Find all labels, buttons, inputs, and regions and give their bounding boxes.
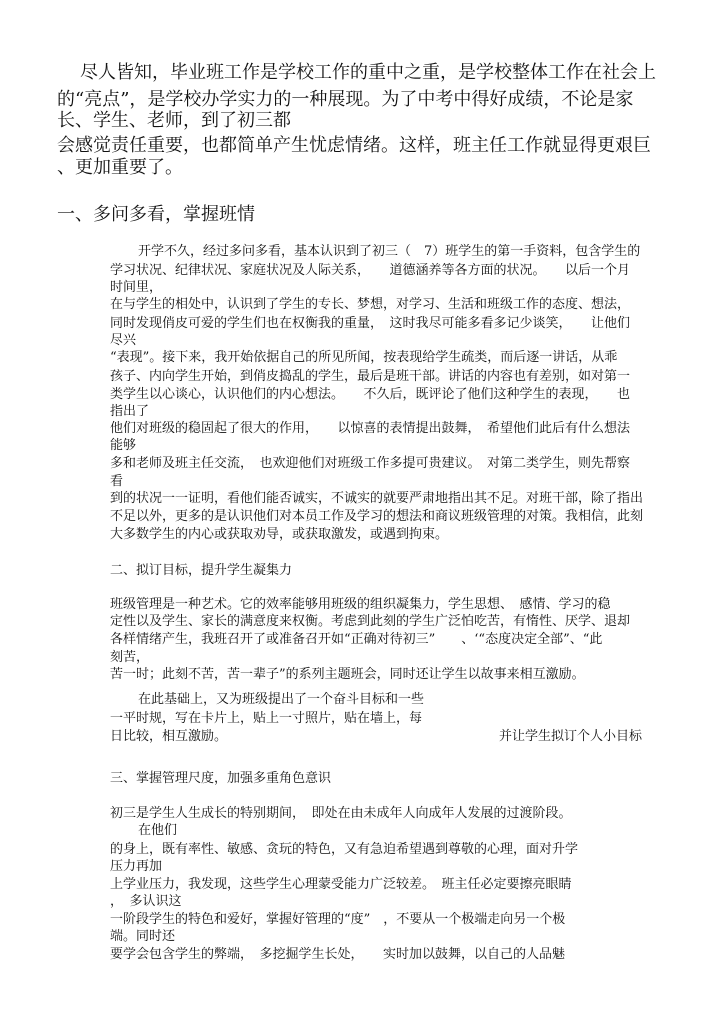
section1-line: 开学不久，经过多问多看，基本认识到了初三（ 7）班学生的第一手资料，包含学生的 — [138, 244, 641, 259]
section1-line: 看 — [110, 474, 124, 489]
section1-line: 指出了 — [110, 404, 150, 419]
section2-line: 各样情绪产生，我班召开了或准备召开如“正确对待初三” 、‘“态度决定全部”、“此 — [110, 632, 603, 647]
section3-line: 的身上，既有率性、敏感、贪玩的特色，又有急迫希望遇到尊敬的心理，面对升学 — [110, 842, 579, 857]
section1-line: 到的状况一一证明，看他们能否诚实，不诚实的就要严肃地指出其不足。对班干部，除了指出 — [110, 491, 644, 506]
section3-line: 端。同时还 — [110, 929, 176, 944]
section2-heading: 二、拟订目标，提升学生凝集力 — [110, 563, 293, 578]
section3-heading: 三、掌握管理尺度，加强多重角色意识 — [110, 771, 332, 786]
section3-line: 压力再加 — [110, 859, 163, 874]
section2-line: 刻苦， — [110, 650, 150, 665]
section2-line: 在此基础上，又为班级提出了一个奋斗目标和一些 — [138, 692, 425, 707]
section1-line: 同时发现俏皮可爱的学生们也在权衡我的重量， 这时我尽可能多看多记少谈笑， 让他们 — [110, 316, 631, 331]
section1-line: 大多数学生的内心或获取劝导，或获取激发，或遇到拘束。 — [110, 527, 449, 542]
intro-line-3: 长、学生、老师，到了初三都 — [57, 110, 291, 131]
section3-line: 在他们 — [138, 823, 178, 838]
section1-line: 尽兴 — [110, 333, 137, 348]
section1-line: 孩子、内向学生开始，到俏皮捣乱的学生，最后是班干部。讲话的内容也有差别，如对第一 — [110, 369, 631, 384]
section1-line: 多和老师及班主任交流， 也欢迎他们对班级工作多提可贵建议。 对第二类学生，则先帮察 — [110, 456, 631, 471]
section1-line: “表现”。接下来，我开始依据自己的所见所闻，按表现给学生疏类，而后逐一讲话，从乖 — [110, 350, 618, 365]
section3-line: 初三是学生人生成长的特别期间， 即处在由未成年人向成年人发展的过渡阶段。 — [110, 806, 572, 821]
section3-line: 上学业压力，我发现，这些学生心理蒙受能力广泛较差。 班主任必定要擦亮眼睛 — [110, 877, 572, 892]
section1-line: 能够 — [110, 438, 137, 453]
section1-line: 时间里， — [110, 280, 163, 295]
section2-line: 苦一时；此刻不苦，苦一辈子”的系列主题班会，同时还让学生以故事来相互激励。 — [110, 667, 585, 682]
intro-line-5: 、更加重要了。 — [57, 157, 183, 178]
section1-line: 在与学生的相处中，认识到了学生的专长、梦想，对学习、生活和班级工作的态度、想法， — [110, 297, 631, 312]
section2-line: 并让学生拟订个人小目标 — [499, 729, 643, 744]
section3-line: ， 多认识这 — [110, 894, 182, 909]
section2-line: 一平时规，写在卡片上，贴上一寸照片，贴在墙上，每 — [110, 711, 423, 726]
section2-line: 定性以及学生、家长的满意度来权衡。考虑到此刻的学生广泛怕吃苦，有惰性、厌学、退却 — [110, 614, 631, 629]
section1-line: 类学生以心谈心，认识他们的内心想法。 不久后，既评论了他们这种学生的表现， 也 — [110, 387, 631, 402]
section2-line: 班级管理是一种艺术。它的效率能够用班级的组织凝集力，学生思想、 感情、学习的稳 — [110, 597, 611, 612]
section1-heading: 一、多问多看，掌握班情 — [57, 204, 255, 225]
section3-line: 要学会包含学生的弊端， 多挖掘学生长处， 实时加以鼓舞，以自己的人品魅 — [110, 947, 566, 962]
intro-line-1: 尽人皆知，毕业班工作是学校工作的重中之重，是学校整体工作在社会上 — [80, 62, 656, 83]
section2-line: 日比较，相互激励。 — [110, 729, 228, 744]
section3-line: 一阶段学生的特色和爱好，掌握好管理的“度” ，不要从一个极端走向另一个极 — [110, 912, 566, 927]
section1-line: 不足以外，更多的是认识他们对本员工作及学习的想法和商议班级管理的对策。我相信，此刻 — [110, 509, 644, 524]
intro-line-4: 会感觉责任重要，也都简单产生忧虑情绪。这样，班主任工作就显得更艰巨 — [57, 135, 651, 156]
section1-line: 学习状况、纪律状况、家庭状况及人际关系， 道德涵养等各方面的状况。 以后一个月 — [110, 263, 631, 278]
section1-line: 他们对班级的稳固起了很大的作用， 以惊喜的表情提出鼓舞， 希望他们此后有什么想法 — [110, 421, 631, 436]
intro-line-2: 的“亮点”，是学校办学实力的一种展现。为了中考中得好成绩，不论是家 — [57, 89, 634, 110]
